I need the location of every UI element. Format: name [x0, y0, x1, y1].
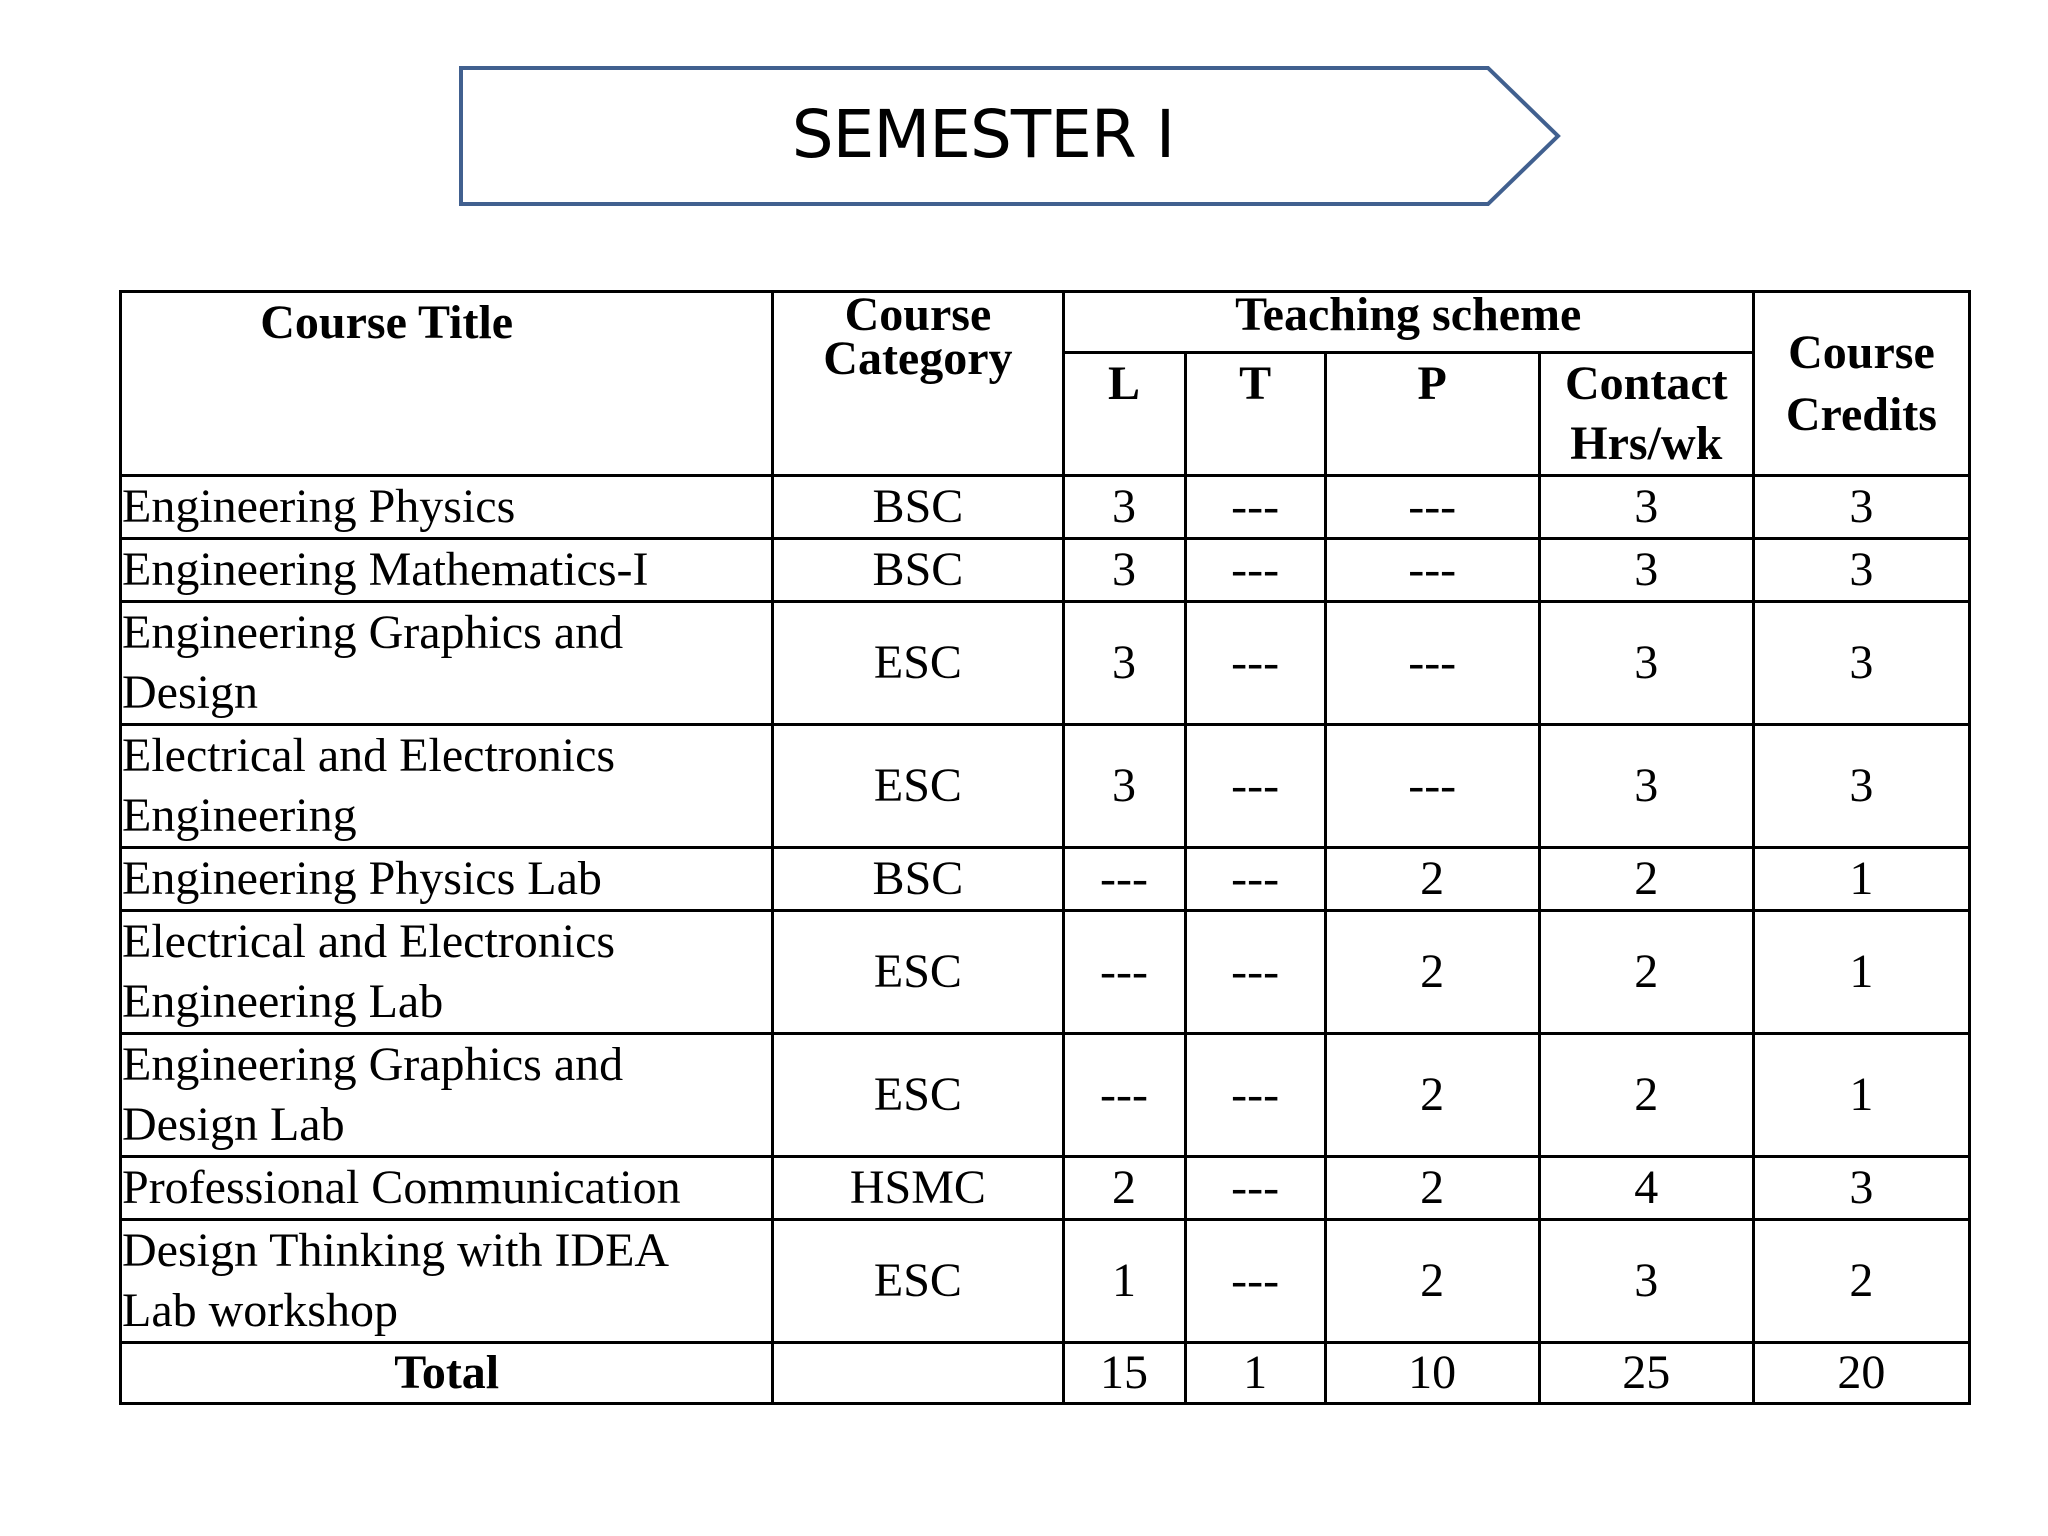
total-category-cell — [773, 1343, 1063, 1404]
total-p-cell: 10 — [1325, 1343, 1539, 1404]
credits-cell: 3 — [1753, 602, 1969, 725]
contact-cell: 2 — [1539, 911, 1753, 1034]
course-title-line1: Engineering Graphics and — [122, 1038, 624, 1091]
course-title-cell: Engineering Physics Lab — [121, 848, 773, 911]
course-title-cell: Engineering Mathematics-I — [121, 539, 773, 602]
course-title-cell — [121, 1220, 773, 1343]
contact-cell: 3 — [1539, 476, 1753, 539]
t-cell: --- — [1185, 911, 1325, 1034]
header-t: T — [1185, 353, 1325, 476]
course-category-cell: BSC — [773, 476, 1063, 539]
course-title-line2: Lab workshop — [122, 1284, 398, 1337]
p-cell: 2 — [1325, 1034, 1539, 1157]
table-row — [121, 476, 1970, 539]
header-p: P — [1325, 353, 1539, 476]
l-cell: 3 — [1063, 602, 1185, 725]
course-title-line1: Electrical and Electronics — [122, 915, 616, 968]
t-cell: --- — [1185, 476, 1325, 539]
t-cell: --- — [1185, 1220, 1325, 1343]
t-cell: --- — [1185, 1157, 1325, 1220]
table-row — [121, 602, 1970, 725]
t-cell: --- — [1185, 725, 1325, 848]
teaching-scheme-table — [119, 290, 1971, 1405]
t-cell: --- — [1185, 1034, 1325, 1157]
course-category-cell: ESC — [773, 1034, 1063, 1157]
table-row — [121, 539, 1970, 602]
course-category-cell: ESC — [773, 725, 1063, 848]
course-title-cell — [121, 602, 773, 725]
table-row — [121, 848, 1970, 911]
credits-cell: 3 — [1753, 476, 1969, 539]
header-course-category-line2: Category — [823, 332, 1013, 385]
table-row — [121, 1220, 1970, 1343]
course-title-cell: Professional Communication — [121, 1157, 773, 1220]
course-category-cell: ESC — [773, 911, 1063, 1034]
p-cell: --- — [1325, 602, 1539, 725]
l-cell: 2 — [1063, 1157, 1185, 1220]
course-category-cell: BSC — [773, 848, 1063, 911]
course-category-cell: ESC — [773, 1220, 1063, 1343]
t-cell: --- — [1185, 602, 1325, 725]
course-category-cell: ESC — [773, 602, 1063, 725]
header-contact-line2: Hrs/wk — [1570, 417, 1723, 470]
course-title-line2: Engineering Lab — [122, 975, 444, 1028]
header-course-category — [773, 288, 1063, 476]
l-cell: 3 — [1063, 539, 1185, 602]
course-category-cell: BSC — [773, 539, 1063, 602]
l-cell: --- — [1063, 911, 1185, 1034]
header-row-1 — [121, 292, 1970, 353]
course-title-line2: Engineering — [122, 789, 357, 842]
course-title-cell — [121, 1034, 773, 1157]
contact-cell: 2 — [1539, 848, 1753, 911]
p-cell: 2 — [1325, 848, 1539, 911]
header-course-category-line1: Course — [844, 288, 992, 341]
credits-cell: 3 — [1753, 725, 1969, 848]
course-category-cell: HSMC — [773, 1157, 1063, 1220]
table-row — [121, 1157, 1970, 1220]
credits-cell: 3 — [1753, 1157, 1969, 1220]
table-row — [121, 911, 1970, 1034]
table-row — [121, 1034, 1970, 1157]
contact-cell: 3 — [1539, 725, 1753, 848]
header-course-credits-line1: Course — [1788, 325, 1935, 379]
p-cell: --- — [1325, 725, 1539, 848]
l-cell: 3 — [1063, 476, 1185, 539]
contact-cell: 2 — [1539, 1034, 1753, 1157]
p-cell: 2 — [1325, 911, 1539, 1034]
credits-cell: 3 — [1753, 539, 1969, 602]
course-title-line2: Design Lab — [122, 1098, 345, 1151]
credits-cell: 1 — [1753, 1034, 1969, 1157]
t-cell: --- — [1185, 848, 1325, 911]
contact-cell: 4 — [1539, 1157, 1753, 1220]
header-course-credits-line2: Credits — [1785, 387, 1937, 441]
p-cell: 2 — [1325, 1157, 1539, 1220]
credits-cell: 1 — [1753, 911, 1969, 1034]
course-title-line2: Design — [122, 666, 258, 719]
credits-cell: 1 — [1753, 848, 1969, 911]
table-row — [121, 725, 1970, 848]
header-contact-line1: Contact — [1564, 357, 1728, 410]
course-title-cell — [121, 911, 773, 1034]
l-cell: --- — [1063, 1034, 1185, 1157]
header-l: L — [1063, 353, 1185, 476]
total-contact-cell: 25 — [1539, 1343, 1753, 1404]
p-cell: --- — [1325, 476, 1539, 539]
total-label: Total — [121, 1343, 773, 1404]
course-title-line1: Design Thinking with IDEA — [122, 1224, 670, 1277]
p-cell: 2 — [1325, 1220, 1539, 1343]
course-title-line1: Electrical and Electronics — [122, 729, 616, 782]
t-cell: --- — [1185, 539, 1325, 602]
contact-cell: 3 — [1539, 1220, 1753, 1343]
total-l-cell: 15 — [1063, 1343, 1185, 1404]
course-title-cell — [121, 725, 773, 848]
semester-banner — [458, 64, 1568, 210]
l-cell: --- — [1063, 848, 1185, 911]
contact-cell: 3 — [1539, 602, 1753, 725]
total-row — [121, 1343, 1970, 1404]
header-course-credits — [1753, 292, 1969, 476]
contact-cell: 3 — [1539, 539, 1753, 602]
course-title-line1: Engineering Graphics and — [122, 606, 624, 659]
course-title-cell: Engineering Physics — [121, 476, 773, 539]
header-teaching-scheme: Teaching scheme — [1063, 292, 1753, 353]
semester-title: SEMESTER I — [791, 95, 1175, 173]
header-contact-hours — [1539, 353, 1753, 476]
total-t-cell: 1 — [1185, 1343, 1325, 1404]
total-credits-cell: 20 — [1753, 1343, 1969, 1404]
credits-cell: 2 — [1753, 1220, 1969, 1343]
p-cell: --- — [1325, 539, 1539, 602]
header-course-title: Course Title — [121, 292, 773, 476]
l-cell: 1 — [1063, 1220, 1185, 1343]
l-cell: 3 — [1063, 725, 1185, 848]
